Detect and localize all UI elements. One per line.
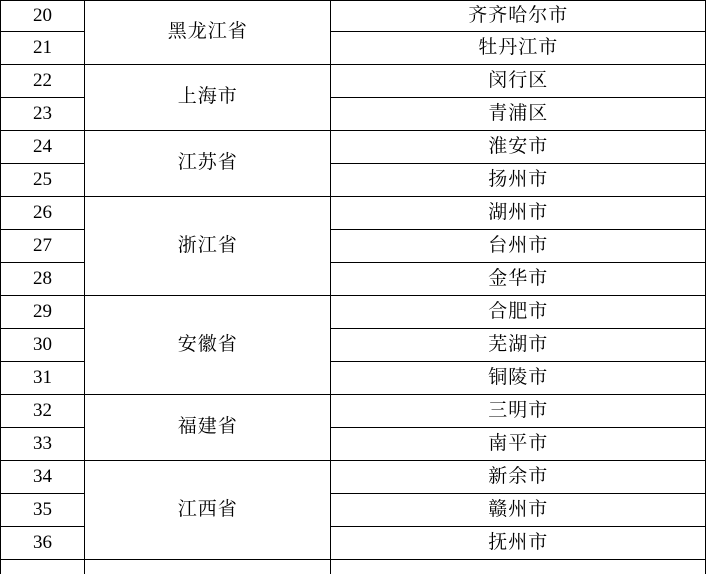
row-city: 新余市	[331, 461, 706, 494]
row-city: 闵行区	[331, 65, 706, 98]
row-city: 芜湖市	[331, 329, 706, 362]
table-row	[1, 461, 706, 494]
row-city	[331, 560, 706, 574]
row-index: 30	[1, 329, 85, 362]
row-province: 安徽省	[85, 296, 331, 395]
row-index	[1, 560, 85, 574]
row-city: 青浦区	[331, 98, 706, 131]
row-city: 齐齐哈尔市	[331, 1, 706, 32]
row-index: 21	[1, 32, 85, 65]
row-city: 淮安市	[331, 131, 706, 164]
row-index: 36	[1, 527, 85, 560]
row-city: 铜陵市	[331, 362, 706, 395]
row-index: 25	[1, 164, 85, 197]
row-index: 23	[1, 98, 85, 131]
row-index: 27	[1, 230, 85, 263]
row-index: 35	[1, 494, 85, 527]
row-index: 22	[1, 65, 85, 98]
row-index: 26	[1, 197, 85, 230]
table-row	[1, 296, 706, 329]
row-city: 合肥市	[331, 296, 706, 329]
row-city: 抚州市	[331, 527, 706, 560]
row-province: 上海市	[85, 65, 331, 131]
row-province	[85, 560, 331, 574]
table-body	[1, 1, 706, 574]
row-city: 三明市	[331, 395, 706, 428]
row-index: 24	[1, 131, 85, 164]
table-row	[1, 197, 706, 230]
row-city: 台州市	[331, 230, 706, 263]
row-province: 福建省	[85, 395, 331, 461]
row-province: 江西省	[85, 461, 331, 560]
row-index: 32	[1, 395, 85, 428]
row-province: 江苏省	[85, 131, 331, 197]
row-city: 赣州市	[331, 494, 706, 527]
table-row	[1, 395, 706, 428]
table-row	[1, 560, 706, 574]
row-index: 28	[1, 263, 85, 296]
row-index: 34	[1, 461, 85, 494]
row-index: 29	[1, 296, 85, 329]
table-row	[1, 131, 706, 164]
row-province: 浙江省	[85, 197, 331, 296]
row-index: 33	[1, 428, 85, 461]
row-index: 31	[1, 362, 85, 395]
row-city: 湖州市	[331, 197, 706, 230]
row-city: 扬州市	[331, 164, 706, 197]
row-city: 牡丹江市	[331, 32, 706, 65]
row-province: 黑龙江省	[85, 1, 331, 65]
row-city: 南平市	[331, 428, 706, 461]
table-row	[1, 65, 706, 98]
table-row	[1, 1, 706, 32]
row-city: 金华市	[331, 263, 706, 296]
row-index: 20	[1, 1, 85, 32]
